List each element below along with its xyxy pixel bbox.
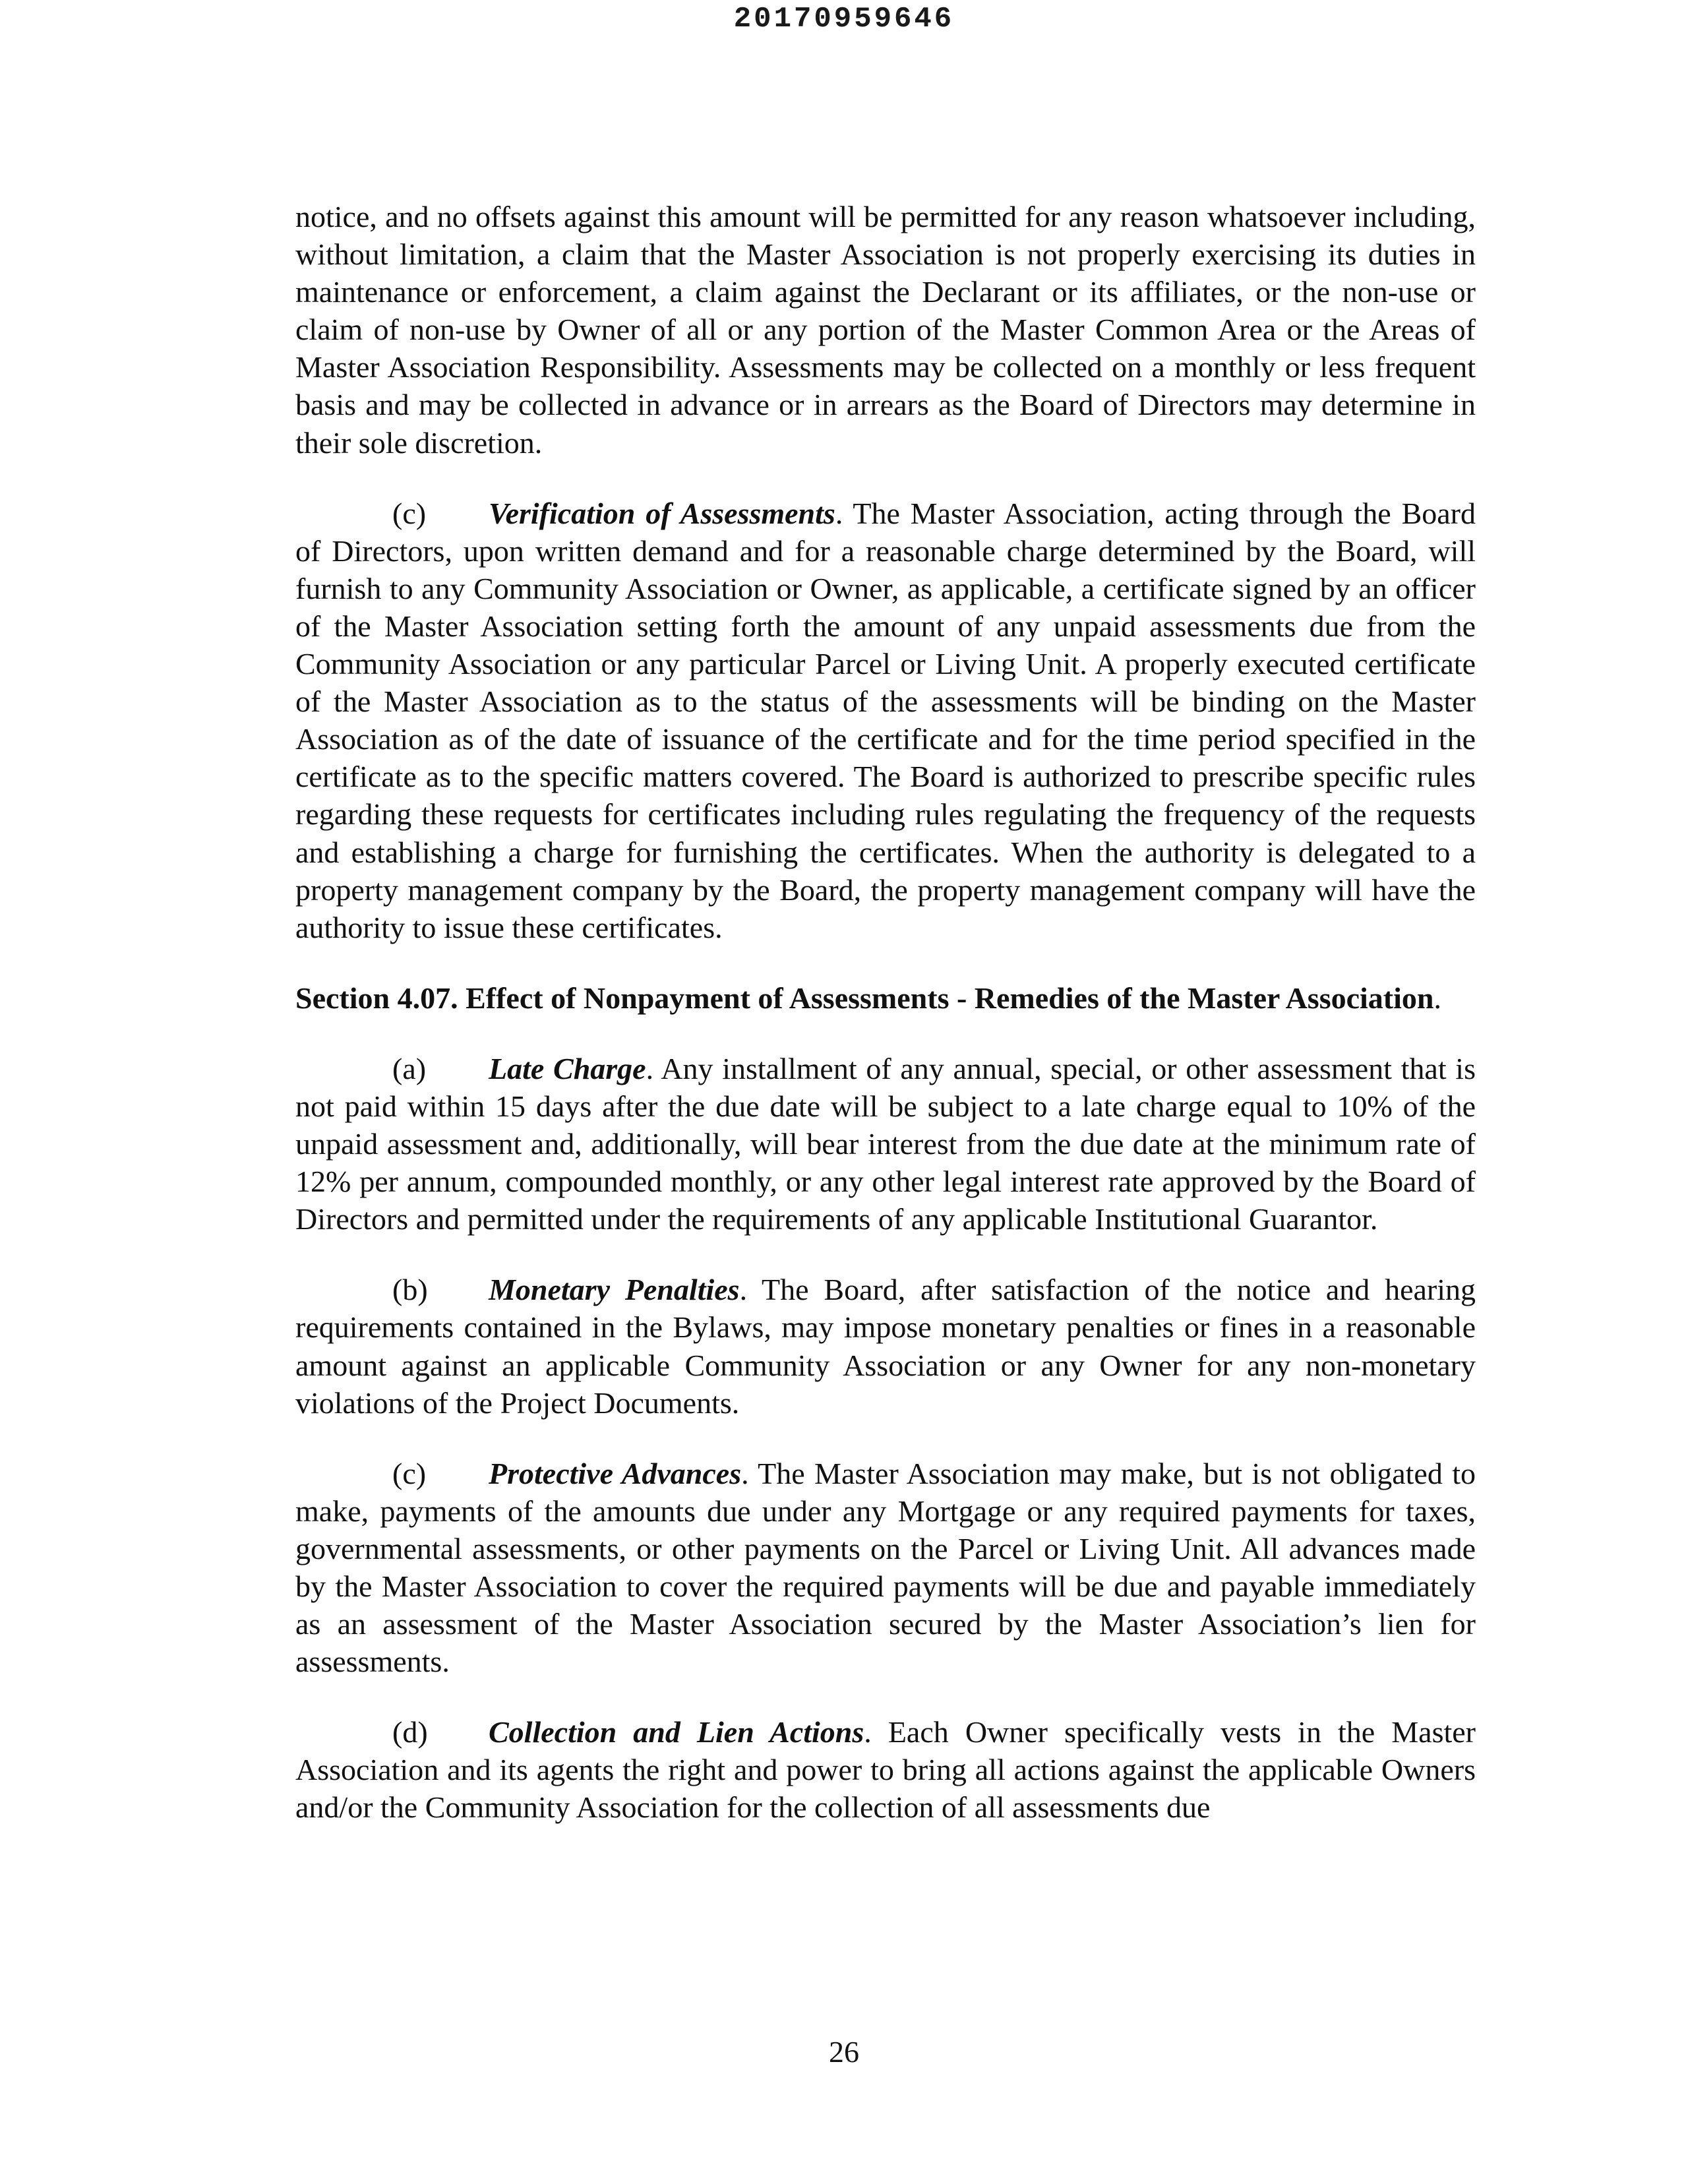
section-heading-tail: . xyxy=(1433,981,1441,1015)
paragraph-heading: Late Charge xyxy=(489,1051,646,1085)
paragraph-heading: Verification of Assessments xyxy=(489,496,835,530)
paragraph-monetary-penalties xyxy=(295,1271,1476,1421)
paragraph-text: . The Master Association may make, but is not obligated to make, payments of the amounts due under any Mortgage or any required payments for taxes, governmental assessments, or other payments on the Parcel or Living Unit. All advances made by the Master Association to cover the required payments will be due and payable immediately as an assessment of the Master Association secured by the Master Association’s lien for assessments. xyxy=(295,1456,1476,1679)
paragraph-continuation: notice, and no offsets against this amount will be permitted for any reason whatsoever including, without limitation, a claim that the Master Association is not properly exercising its duties in maintenance or enforcement, a claim against the Declarant or its affiliates, or the non-use or claim of non-use by Owner of all or any portion of the Master Common Area or the Areas of Master Association Responsibility. Assessments may be collected on a monthly or less frequent basis and may be collected in advance or in arrears as the Board of Directors may determine in their sole discretion. xyxy=(295,200,1476,460)
paragraph-text: . The Master Association, acting through the Board of Directors, upon written demand and for a reasonable charge determined by the Board, will furnish to any Community Association or Owner, as applicable, a certificate signed by an officer of the Master Association setting forth the amount of any unpaid assessments due from the Community Association or any particular Parcel or Living Unit. A properly executed certificate of the Master Association as to the status of the assessments will be binding on the Master Association as of the date of issuance of the certificate and for the time period specified in the certificate as to the specific matters covered. The Board is authorized to prescribe specific rules regarding these requests for certificates including rules regulating the frequency of the requests and establishing a charge for furnishing the certificates. When the authority is delegated to a property management company by the Board, the property management company will have the authority to issue these certificates. xyxy=(295,496,1476,944)
paragraph-collection-and-lien-actions xyxy=(295,1713,1476,1826)
paragraph-label: (c) xyxy=(392,1456,427,1490)
paragraph-label: (d) xyxy=(392,1715,428,1749)
paragraph-label: (a) xyxy=(392,1051,427,1085)
paragraph-text: . The Board, after satisfaction of the notice and hearing requirements contained in the Bylaws, may impose monetary penalties or fines in a reasonable amount against an applicable Community Association or any Owner for any non-monetary violations of the Project Documents. xyxy=(295,1273,1476,1420)
paragraph-protective-advances xyxy=(295,1455,1476,1681)
paragraph-heading: Collection and Lien Actions xyxy=(489,1715,864,1749)
paragraph-heading: Protective Advances xyxy=(489,1456,742,1490)
paragraph-label: (b) xyxy=(392,1273,428,1307)
paragraph-verification-of-assessments xyxy=(295,495,1476,946)
paragraph-text: . Each Owner specifically vests in the Master Association and its agents the right and power to bring all actions against the applicable Owners and/or the Community Association for the collection of all assessments due xyxy=(295,1715,1476,1825)
paragraph-heading: Monetary Penalties xyxy=(489,1273,740,1307)
paragraph-late-charge xyxy=(295,1050,1476,1238)
paragraph-label: (c) xyxy=(392,496,427,530)
document-id-number: 20170959646 xyxy=(733,3,955,36)
section-heading xyxy=(295,979,1476,1017)
paragraph-text: . Any installment of any annual, special, or other assessment that is not paid within 15 days after the due date will be subject to a late charge equal to 10% of the unpaid assessment and, additionally, will bear interest from the due date at the minimum rate of 12% per annum, compounded monthly, or any other legal interest rate approved by the Board of Directors and permitted under the requirements of any applicable Institutional Guarantor. xyxy=(295,1051,1476,1236)
document-body xyxy=(295,198,1476,1827)
page-number: 26 xyxy=(829,2035,859,2069)
section-heading-text: Section 4.07. Effect of Nonpayment of Assessments - Remedies of the Master Association xyxy=(295,981,1434,1015)
